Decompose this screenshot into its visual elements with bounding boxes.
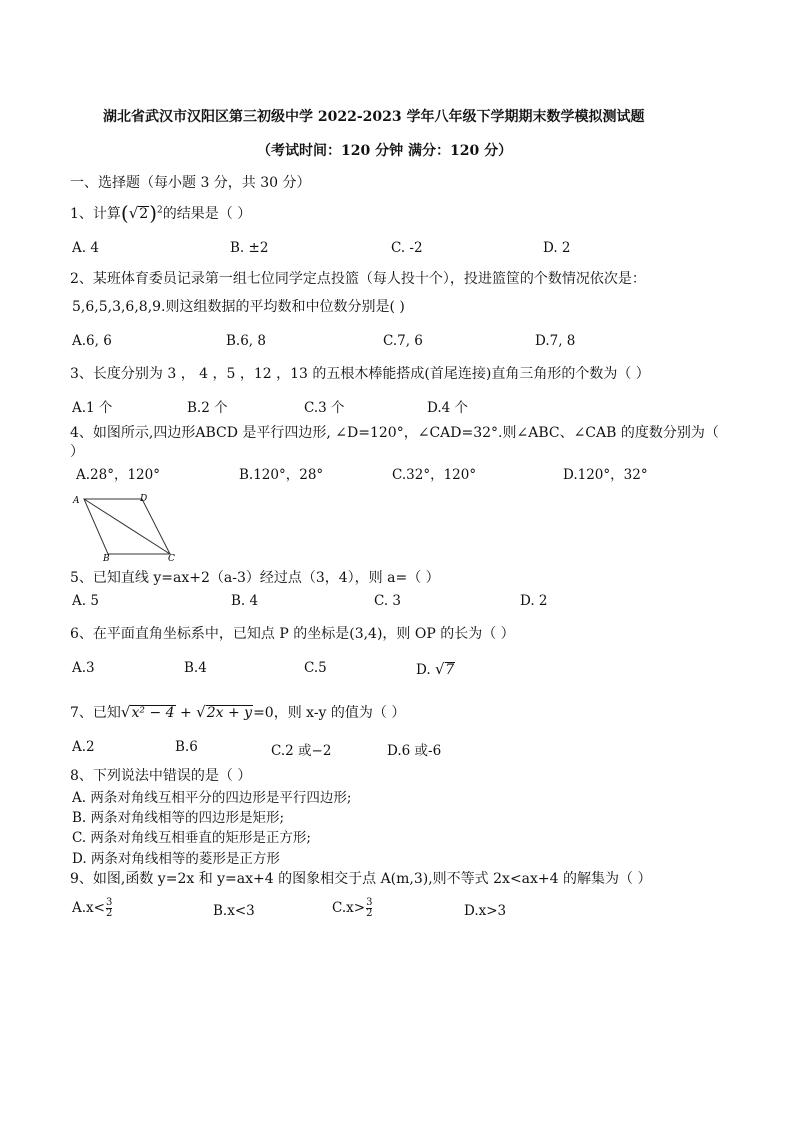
question-4-line2: ） [70,444,84,460]
q2-option-a: A.6, 6 [72,333,112,349]
question-9: 9、如图,函数 y=2x 和 y=ax+4 的图象相交于点 A(m,3),则不等式 2x<ax+4 的解集为（ ） [70,871,652,887]
q2-option-d: D.7, 8 [535,333,576,349]
question-3: 3、长度分别为 3 ， 4 ，5 ，12 ，13 的五根木棒能搭成(首尾连接)直角三角形的个数为（ ） [70,366,650,382]
q8-option-d: D. 两条对角线相等的菱形是正方形 [72,851,280,867]
q3-option-b: B.2 个 [187,400,228,416]
q1-option-c: C. -2 [391,240,423,256]
q5-option-a: A. 5 [72,593,99,609]
section-heading: 一、选择题（每小题 3 分，共 30 分） [70,175,311,191]
q9-option-d: D.x>3 [464,903,507,919]
q7-option-d: D.6 或-6 [387,743,442,759]
q7-option-a: A.2 [72,739,95,755]
q5-option-d: D. 2 [520,593,548,609]
q5-option-c: C. 3 [374,593,402,609]
q7-option-c: C.2 或−2 [271,743,332,759]
q9-option-a-label: A.x< [72,900,105,916]
q2-option-c: C.7, 6 [383,333,423,349]
q1-suffix: 的结果是（ ） [162,206,252,222]
q7-suffix: =0，则 x-y 的值为（ ） [253,705,406,721]
q9-a-frac-num: 3 [105,897,113,908]
question-6: 6、在平面直角坐标系中，已知点 P 的坐标是(3,4)，则 OP 的长为（ ） [70,626,515,642]
q4-option-c: C.32°，120° [392,467,477,483]
q9-a-frac-den: 2 [105,908,113,919]
q6-option-a: A.3 [72,660,95,676]
label-b: B [103,554,110,562]
q9-option-a [72,898,112,919]
question-2-line1: 2、某班体育委员记录第一组七位同学定点投篮（每人投十个），投进篮筐的个数情况依次是： [70,271,646,287]
q6-d-radicand: 7 [445,662,455,678]
q3-option-c: C.3 个 [304,400,345,416]
q4-option-d: D.120°，32° [563,467,648,483]
q7-prefix: 7、已知 [70,705,121,721]
question-7: 7、已知√x² − 4 + √2x + y=0，则 x-y 的值为（ ） [70,703,406,721]
q1-option-b: B. ±2 [230,240,269,256]
q9-option-c-label: C.x> [332,900,366,916]
q9-c-frac-den: 2 [366,908,373,919]
question-2-line2: 5,6,5,3,6,8,9.则这组数据的平均数和中位数分别是( ) [72,299,405,315]
q9-option-b: B.x<3 [213,903,255,919]
q8-option-a: A. 两条对角线互相平分的四边形是平行四边形; [72,790,352,806]
parallelogram-figure [70,490,185,562]
label-c: C [168,554,175,562]
q8-option-b: B. 两条对角线相等的四边形是矩形; [72,810,285,826]
diagonal-ac [84,499,170,554]
label-d: D [140,494,148,504]
question-8: 8、下列说法中错误的是（ ） [70,768,252,784]
q9-c-frac-num: 3 [366,897,373,908]
q1-radicand: 2 [139,206,149,222]
q4-option-a: A.28°，120° [76,467,160,483]
question-5: 5、已知直线 y=ax+2（a-3）经过点（3，4），则 a=（ ） [70,570,440,586]
q7-option-b: B.6 [175,739,198,755]
page-title: 湖北省武汉市汉阳区第三初级中学 2022-2023 学年八年级下学期期末数学模拟测试题 [103,109,645,125]
question-4-line1: 4、如图所示,四边形ABCD 是平行四边形, ∠D=120°，∠CAD=32°.则∠ABC、∠CAB 的度数分别为（ [70,425,719,441]
question-1: 1、计算$(√2)^2$的结果是（ ） [70,201,252,225]
q1-option-d: D. 2 [543,240,571,256]
exam-info: （考试时间：120 分钟 满分：120 分） [257,143,513,159]
q7-plus: + [179,705,192,721]
q5-option-b: B. 4 [231,593,259,609]
q8-option-c: C. 两条对角线互相垂直的矩形是正方形; [72,830,311,846]
q1-prefix: 1、计算 [70,206,121,222]
q1-option-a: A. 4 [72,240,99,256]
q6-option-c: C.5 [304,660,327,676]
q9-option-c [332,898,372,919]
label-a: A [73,496,80,506]
q3-option-d: D.4 个 [427,400,469,416]
q2-option-b: B.6, 8 [226,333,266,349]
q7-radicand-1: x² − 4 [131,705,175,721]
q7-radicand-2: 2x + y [206,705,253,721]
q6-option-d: D. √7 [416,660,455,678]
q4-option-b: B.120°，28° [239,467,324,483]
q6-option-d-label: D. [416,662,431,678]
q6-option-b: B.4 [184,660,207,676]
q1-exponent: 2 [157,205,163,216]
q3-option-a: A.1 个 [72,400,113,416]
